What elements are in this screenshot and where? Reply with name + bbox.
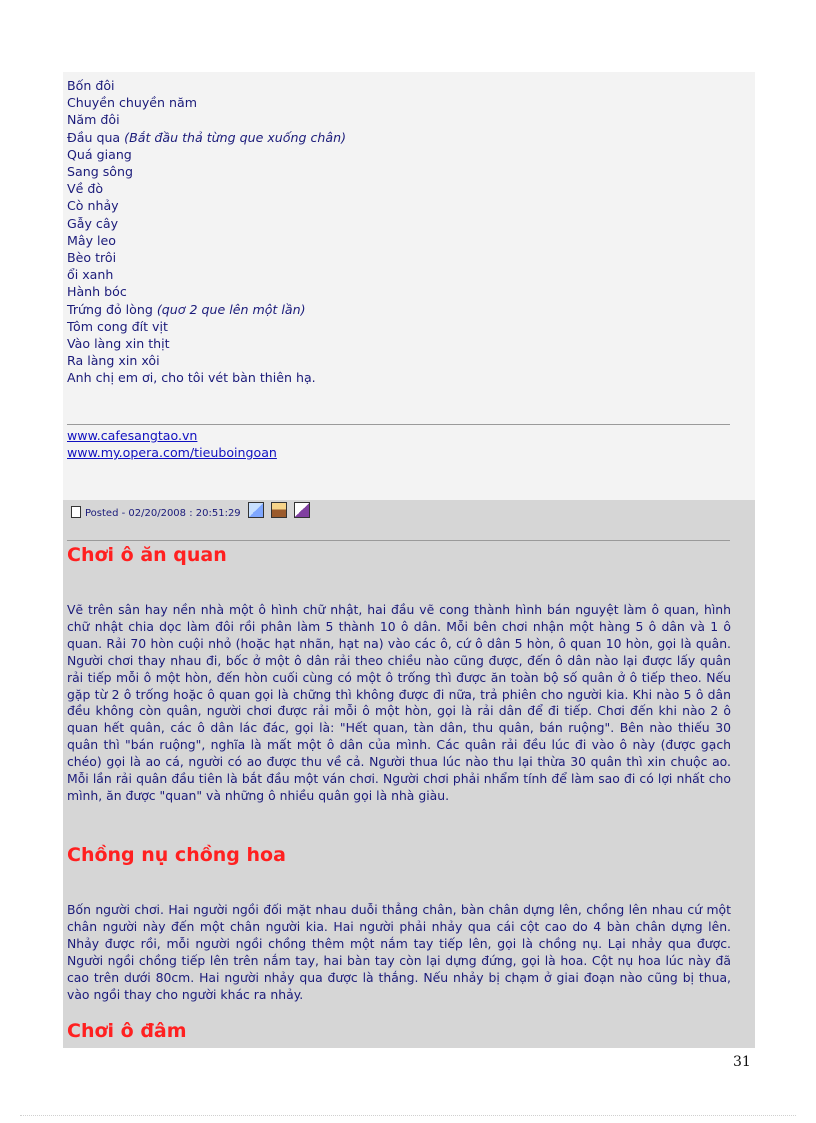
poem-line: Ra làng xin xôi [67,353,160,369]
section-title: Chơi ô đâm [67,1020,187,1042]
section-title: Chồng nụ chồng hoa [67,844,286,866]
document-icon [71,506,81,518]
posted-date: Posted - 02/20/2008 : 20:51:29 [85,507,241,519]
poem-line: Đầu qua (Bắt đầu thả từng que xuống chân) [67,129,346,145]
signature-divider [67,424,730,425]
poem [67,77,735,387]
poem-line: ổi xanh [67,267,114,283]
poem-line: Trứng đỏ lòng (quơ 2 que lên một lần) [67,301,306,317]
poem-line: Hành bóc [67,284,127,300]
poem-line: Gẫy cây [67,215,119,231]
poem-line: Bốn đôi [67,78,115,93]
poem-line: Vào làng xin thịt [67,336,170,352]
link-cafesangtao[interactable]: www.cafesangtao.vn [67,428,198,443]
section-title: Chơi ô ăn quan [67,544,227,566]
poem-line: Sang sông [67,164,133,180]
poem-line: Bèo trôi [67,250,117,266]
profile-icon[interactable] [248,502,264,518]
homepage-icon[interactable] [271,502,287,518]
link-opera[interactable]: www.my.opera.com/tieuboingoan [67,445,277,460]
poem-line: Về đò [67,181,104,197]
poem-note: (Bắt đầu thả từng que xuống chân) [124,129,346,145]
poem-line: Cò nhảy [67,198,119,214]
poem-line: Quá giang [67,146,132,162]
page-bottom-border [20,1115,796,1116]
edit-icon[interactable] [294,502,310,518]
poem-note: (quơ 2 que lên một lần) [156,301,306,317]
poem-line: Năm đôi [67,112,120,128]
poem-line: Chuyền chuyền năm [67,95,197,111]
page-number: 31 [733,1054,751,1070]
poem-line: Mây leo [67,232,116,248]
post-divider [67,540,730,541]
poem-line: Tôm cong đít vịt [67,318,168,334]
signature-links [67,427,277,461]
section-body: Vẽ trên sân hay nền nhà một ô hình chữ nhật, hai đầu vẽ cong thành hình bán nguyệt làm ô quan, hình chữ nhật chia dọc làm đôi rồi phân làm 5 thành 10 ô dân. Mỗi bên chơi nhận một hàng 5 ô dân và 1 ô quan. Rải 70 hòn cuội nhỏ (hoặc hạt nhãn, hạt na) vào các ô, cứ ô dân 5 hòn, ô quan 10 hòn, gọi là quân. Người chơi thay nhau đi, bốc ở một ô dân rải theo chiều nào cũng được, đến ô dân nào lại được lấy quân rải tiếp mỗi ô một hòn, đến hòn cuối cùng có một ô trống thì được ăn toàn bộ số quân ở ô tiếp theo. Nếu gặp từ 2 ô trống hoặc ô quan gọi là chững thì không được đi nữa, trả phiên cho người kia. Khi nào 5 ô dân đều không còn quân, người chơi được rải mỗi ô một hòn, gọi là rải dân để đi tiếp. Chơi đến khi nào 2 ô quan hết quân, các ô dân lác đác, gọi là: "Hết quan, tàn dân, thu quân, bán ruộng". Bên nào thiếu 30 quân thì "bán ruộng", nghĩa là mất một ô dân của mình. Các quân rải đều lúc đi vào ô này (được gạch chéo) gọi là ao cá, người có ao được thu về cả. Người thua lúc nào thu lại thừa 30 quân thì xin chuộc ao. Mỗi lần rải quân đầu tiên là bắt đầu một ván chơi. Người chơi phải nhẩm tính để làm sao đi có lợi nhất cho mình, ăn được "quan" và những ô nhiều quân gọi là nhà giàu. [67,602,731,803]
section-body: Bốn người chơi. Hai người ngồi đối mặt nhau duỗi thẳng chân, bàn chân dựng lên, chồng lên nhau cứ một chân người này đến một chân người kia. Hai người phải nhảy qua cái cột cao do 4 bàn chân dựng lên. Nhảy được rồi, mỗi người ngồi chồng thêm một nắm tay tiếp lên, gọi là chồng nụ. Lại nhảy qua được. Người ngồi chồng tiếp lên trên nắm tay, hai bàn tay còn lại dựng đứng, gọi là hoa. Cột nụ hoa lúc này đã cao trên dưới 80cm. Hai người nhảy qua được là thắng. Nếu nhảy bị chạm ở giai đoạn nào cũng bị thua, vào ngồi thay cho người khác ra nhảy. [67,902,731,1002]
poem-line: Anh chị em ơi, cho tôi vét bàn thiên hạ. [67,370,316,386]
post-meta [71,505,310,521]
